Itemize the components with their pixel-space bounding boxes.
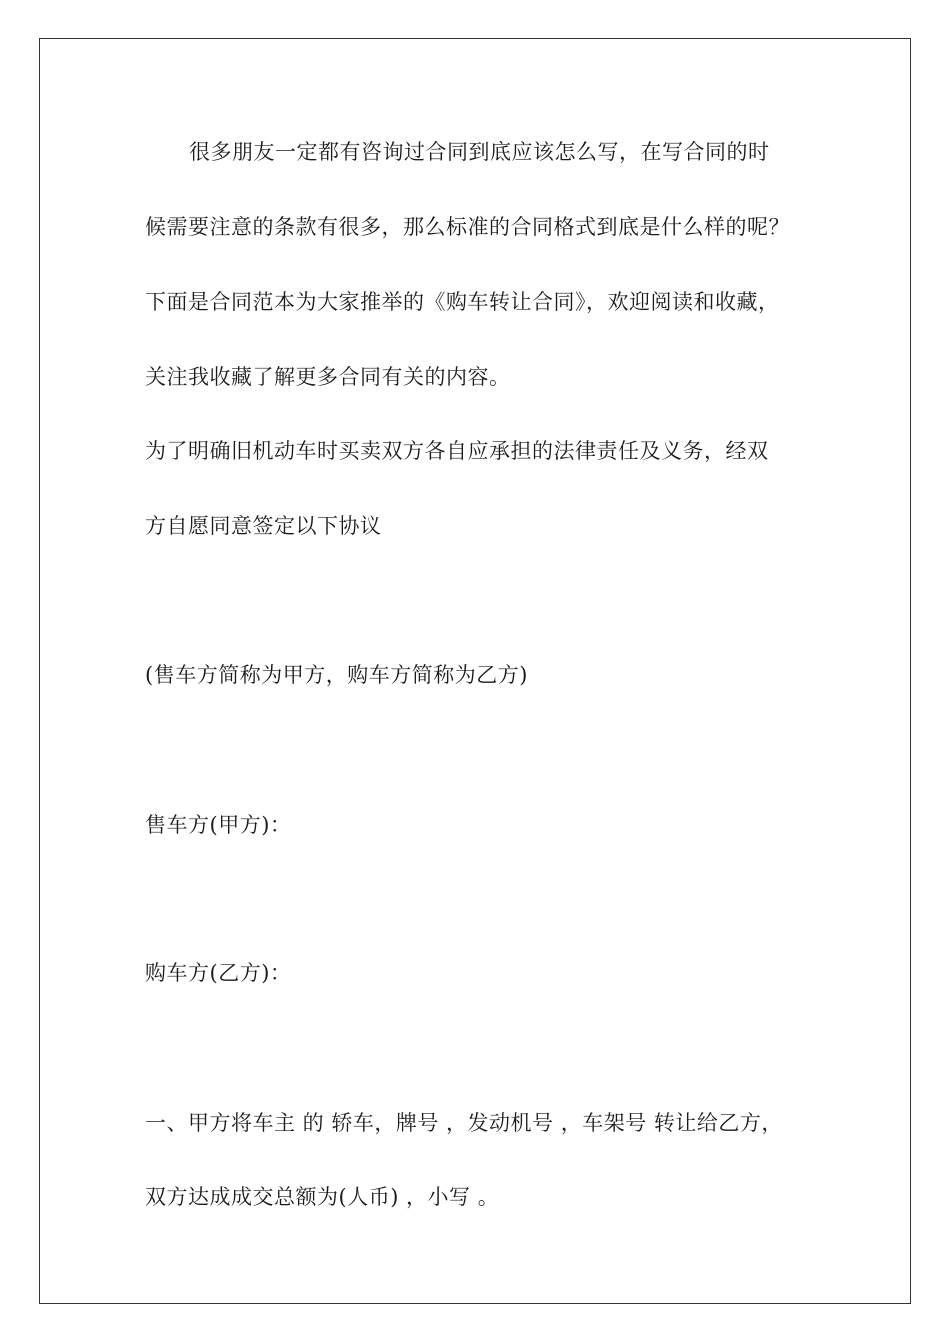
party-abbreviation-note: (售车方简称为甲方，购车方简称为乙方)	[145, 663, 528, 687]
clause-1-line-1: 一、甲方将车主 的 轿车，牌号 ，发动机号 ，车架号 转让给乙方，	[145, 1111, 783, 1135]
purpose-line-1: 为了明确旧机动车时买卖双方各自应承担的法律责任及义务，经双	[145, 439, 769, 463]
clause-1-line-2: 双方达成成交总额为(人币) ，小写 。	[145, 1185, 500, 1209]
buyer-party-label: 购车方(乙方)：	[145, 961, 292, 985]
seller-party-label: 售车方(甲方)：	[145, 813, 292, 837]
intro-line-3: 下面是合同范本为大家推举的《购车转让合同》，欢迎阅读和收藏，	[145, 290, 780, 314]
purpose-line-2: 方自愿同意签定以下协议	[145, 514, 382, 538]
intro-line-2: 候需要注意的条款有很多，那么标准的合同格式到底是什么样的呢？	[145, 215, 790, 239]
intro-line-4: 关注我收藏了解更多合同有关的内容。	[145, 365, 511, 389]
intro-line-1: 很多朋友一定都有咨询过合同到底应该怎么写，在写合同的时	[189, 140, 770, 164]
